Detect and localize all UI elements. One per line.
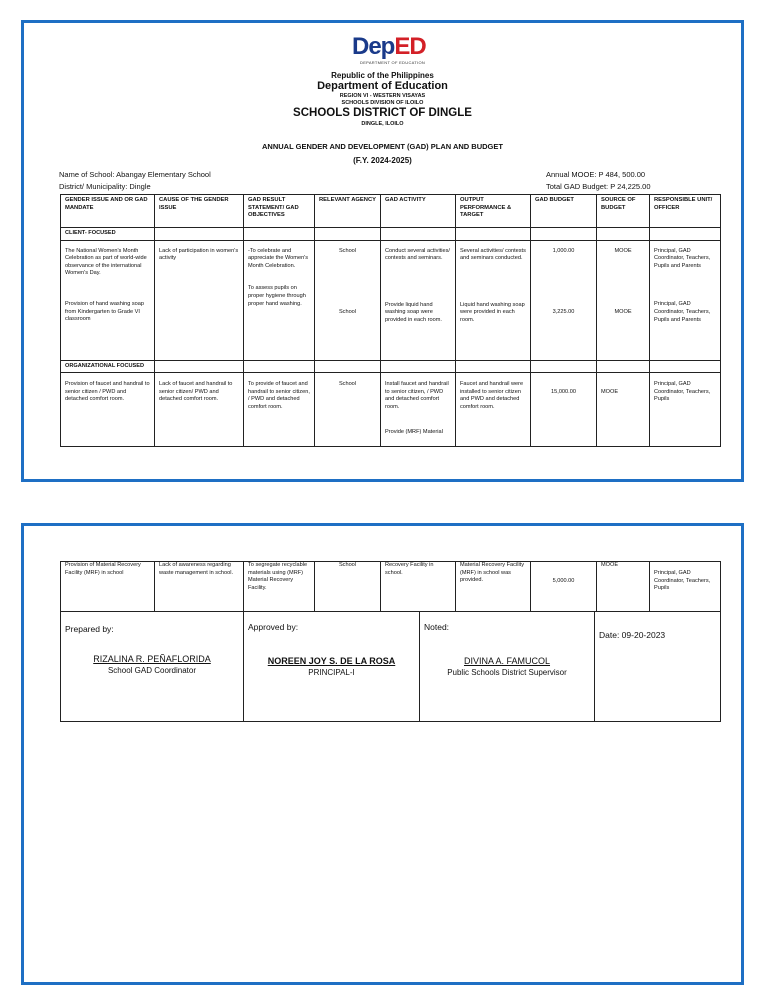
budget-text: 15,000.00 <box>551 389 576 396</box>
noted-by-name: DIVINA A. FAMUCOL <box>463 656 551 666</box>
activity-cell: Recovery Facility in school. <box>381 562 456 612</box>
issue-cell: Provision of Material Recovery Facility (MRF) in school <box>61 562 155 612</box>
agency-cell: School <box>338 309 357 316</box>
section-row <box>61 360 721 373</box>
issue-cell <box>61 373 155 447</box>
table-row <box>61 240 721 360</box>
noted-by-label: Noted: <box>424 622 450 632</box>
republic-line: Republic of the Philippines <box>331 71 434 80</box>
responsible-cell: Principal, GAD Coordinator, Teachers, Pupils and Parents <box>654 247 711 269</box>
column-header: GAD RESULT STATEMENT/ GAD OBJECTIVES <box>244 195 315 228</box>
noted-by-cell <box>420 612 595 722</box>
objective-cell: To segregate recyclable materials using (MRF) Material Recovery Facility. <box>244 562 315 612</box>
division-line: SCHOOLS DIVISION OF ILOILO <box>341 100 424 106</box>
table-row <box>61 373 721 447</box>
gad-plan-table-continued <box>60 561 721 612</box>
district-municipality: District/ Municipality: Dingle <box>59 182 151 191</box>
output-cell: Liquid hand washing soap were provided in each room. <box>460 301 525 323</box>
approved-by-name: NOREEN JOY S. DE LA ROSA <box>267 656 396 666</box>
signature-date: Date: 09-20-2023 <box>599 630 666 640</box>
column-header: RELEVANT AGENCY <box>315 195 381 228</box>
agency-cell: School <box>338 247 357 254</box>
logo-ed-text: ED <box>394 33 426 60</box>
responsible-cell <box>650 562 721 612</box>
output-cell: Several activities/ contests and seminars conducted. <box>460 247 526 262</box>
responsible-text: Principal, GAD Coordinator, Teachers, Pupils <box>654 381 711 403</box>
agency-text: School <box>338 381 357 388</box>
column-header: GENDER ISSUE AND OR GAD MANDATE <box>61 195 155 228</box>
objective-cell: To assess pupils on proper hygiene through proper hand washing. <box>248 285 306 307</box>
document-page-2 <box>21 523 744 985</box>
prepared-by-cell <box>61 612 244 722</box>
responsible-cell: Principal, GAD Coordinator, Teachers, Pupils and Parents <box>654 301 711 323</box>
school-name: Name of School: Abangay Elementary School <box>59 170 211 179</box>
approved-by-label: Approved by: <box>248 622 299 632</box>
column-header: OUTPUT PERFORMANCE & TARGET <box>456 195 531 228</box>
source-cell: MOOE <box>597 562 650 612</box>
issue-cell: The National Women's Month Celebration as part of world-wide observance of the international Women's Day. <box>65 247 147 277</box>
agency-cell <box>315 373 381 447</box>
source-cell: MOOE <box>614 309 632 316</box>
cause-text: Lack of faucet and handrail to senior citizen/ PWD and detached comfort room. <box>159 381 233 403</box>
budget-cell: 3,225.00 <box>552 309 575 316</box>
column-header: RESPONSIBLE UNIT/ OFFICER <box>650 195 721 228</box>
activity-cell <box>381 373 456 447</box>
document-title: ANNUAL GENDER AND DEVELOPMENT (GAD) PLAN AND BUDGET <box>262 142 503 151</box>
department-line: Department of Education <box>317 80 448 92</box>
noted-by-role: Public Schools District Supervisor <box>447 668 567 677</box>
issue-text: Provision of faucet and handrail to senior citizen / PWD and detached comfort room. <box>65 381 150 403</box>
prepared-by-role: School GAD Coordinator <box>107 666 197 675</box>
region-line: REGION VI - WESTERN VISAYAS <box>339 93 426 99</box>
fiscal-year: (F.Y. 2024-2025) <box>353 156 412 165</box>
source-text: MOOE <box>601 389 619 396</box>
budget-cell <box>531 562 597 612</box>
activity-text: Install faucet and handrail to senior citizen, / PWD and detached comfort room. <box>385 381 449 410</box>
section-label-organizational: ORGANIZATIONAL FOCUSED <box>61 360 155 373</box>
table-header-row <box>61 195 721 228</box>
output-cell: Material Recovery Facility (MRF) in school was provided. <box>456 562 531 612</box>
activity-continued-text: Provide (MRF) Material <box>385 428 443 435</box>
issue-cell: Provision of hand washing soap from Kindergarten to Grade VI classroom <box>65 300 144 323</box>
column-header: SOURCE OF BUDGET <box>597 195 650 228</box>
approved-by-role: PRINCIPAL-I <box>308 668 355 677</box>
column-header: GAD ACTIVITY <box>381 195 456 228</box>
section-label-client: CLIENT- FOCUSED <box>61 228 155 241</box>
objective-cell: -To celebrate and appreciate the Women's Month Celebration. <box>248 247 309 269</box>
cause-cell: Lack of awareness regarding waste management in school. <box>155 562 244 612</box>
date-cell <box>595 612 721 722</box>
deped-logo <box>352 35 438 69</box>
cause-cell <box>155 373 244 447</box>
objective-cell <box>244 373 315 447</box>
logo-dep-text: Dep <box>352 33 395 60</box>
logo-subtitle: DEPARTMENT OF EDUCATION <box>360 60 426 65</box>
budget-text: 5,000.00 <box>552 578 575 584</box>
activity-cell: Conduct several activities/ contests and seminars. <box>385 247 450 262</box>
total-gad-budget: Total GAD Budget: P 24,225.00 <box>546 182 651 191</box>
column-header: CAUSE OF THE GENDER ISSUE <box>155 195 244 228</box>
prepared-by-name: RIZALINA R. PEÑAFLORIDA <box>93 654 211 664</box>
cause-cell: Lack of participation in women's activity <box>159 247 239 262</box>
objective-text: To provide of faucet and handrail to senior citizen, / PWD and detached comfort room. <box>248 381 310 410</box>
output-cell <box>456 373 531 447</box>
budget-cell: 1,000.00 <box>552 247 575 254</box>
document-page-1 <box>21 20 744 482</box>
district-line: SCHOOLS DISTRICT OF DINGLE <box>293 107 472 119</box>
responsible-text: Principal, GAD Coordinator, Teachers, Pupils <box>654 570 711 592</box>
column-header: GAD BUDGET <box>531 195 597 228</box>
gad-plan-table <box>60 194 721 447</box>
annual-mooe: Annual MOOE: P 484, 500.00 <box>546 170 646 179</box>
budget-cell <box>531 373 597 447</box>
approved-by-cell <box>244 612 420 722</box>
responsible-cell <box>650 373 721 447</box>
location-line: DINGLE, ILOILO <box>361 121 404 127</box>
source-cell <box>597 373 650 447</box>
activity-cell: Provide liquid hand washing soap were provided in each room. <box>385 301 442 323</box>
prepared-by-label: Prepared by: <box>65 624 114 634</box>
source-cell: MOOE <box>614 247 632 254</box>
output-text: Faucet and handrail were installed to senior citizen and PWD and detached comfort room. <box>460 381 524 410</box>
agency-cell: School <box>315 562 381 612</box>
signature-block <box>60 611 721 722</box>
table-row <box>61 562 721 612</box>
section-row <box>61 228 721 241</box>
